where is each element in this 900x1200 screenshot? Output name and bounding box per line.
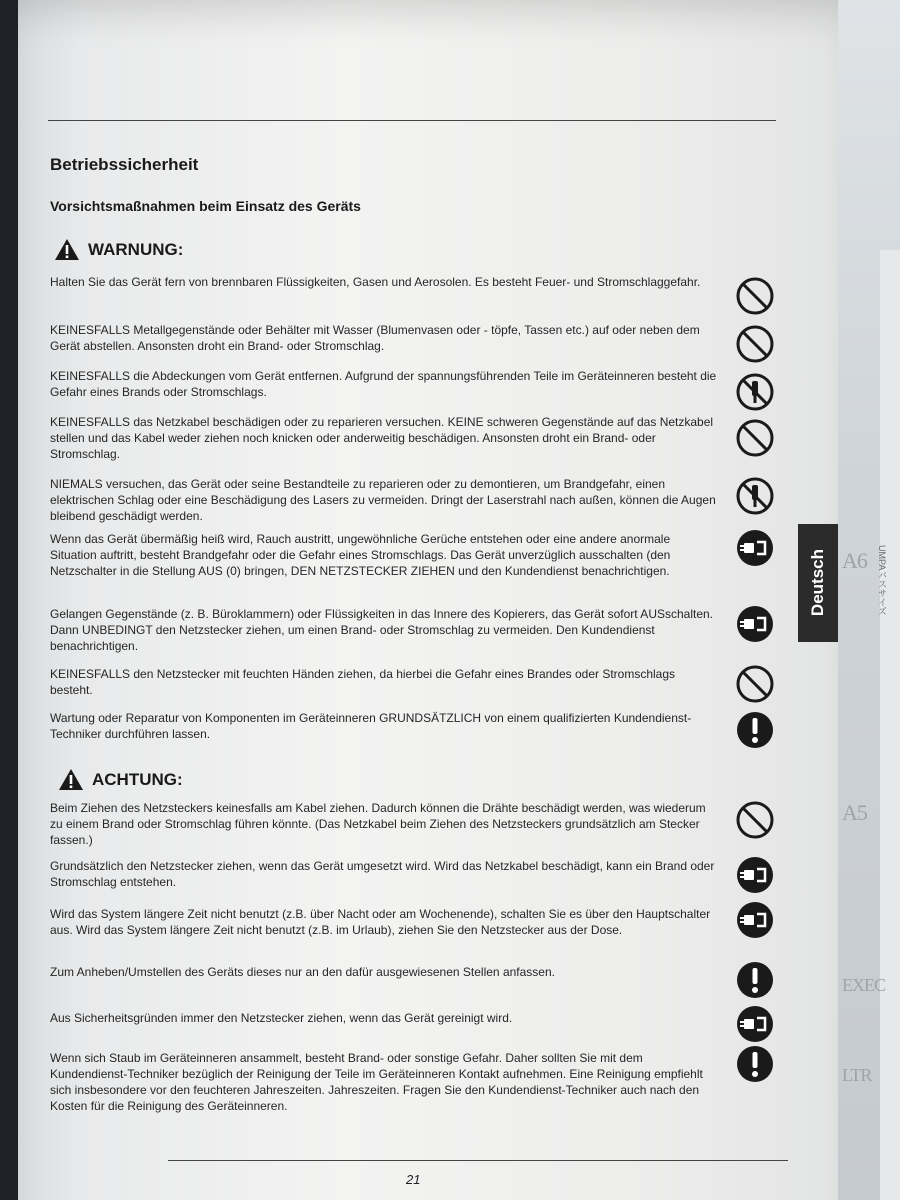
page-number: 21 [406,1172,421,1187]
caution-triangle-icon [58,768,84,791]
paper-size-mark: A5 [842,800,867,825]
no-disassembly-icon [735,372,775,412]
prohibition-icon [735,418,775,458]
warning-paragraph: KEINESFALLS die Abdeckungen vom Gerät entfernen. Aufgrund der spannungsführenden Teile im Geräteinneren besteht die Gefahr eines Brands oder Stromschlags. [50,369,717,399]
unplug-icon [735,1004,775,1044]
prohibition-icon [735,324,775,364]
caution-paragraph: Beim Ziehen des Netzsteckers keinesfalls am Kabel ziehen. Dadurch können die Drähte beschädigt werden, was wiederum zu einem Brand oder Stromschlag führen könnte. (Das Netzkabel beim Ziehen des Netzsteckers grundsätzlich am Stecker fassen.) [50,801,706,847]
warning-paragraph: KEINESFALLS das Netzkabel beschädigen oder zu reparieren versuchen. KEINE schweren Gegenstände auf das Netzkabel stellen und das Kabel weder ziehen noch knicken oder anderweitig beschädigen. Ansonsten droht ein Brand- oder Stromschlag. [50,415,714,461]
warning-paragraph: Halten Sie das Gerät fern von brennbaren Flüssigkeiten, Gasen und Aerosolen. Es besteht Feuer- und Stromschlaggefahr. [50,275,701,289]
no-disassembly-icon [735,476,775,516]
caution-paragraph: Aus Sicherheitsgründen immer den Netzstecker ziehen, wenn das Gerät gereinigt wird. [50,1011,513,1025]
paper-size-mark: LTR [842,1065,872,1085]
language-tab-label: Deutsch [808,549,827,617]
unplug-icon [735,855,775,895]
top-rule [48,120,776,121]
language-tab [798,524,838,642]
warning-paragraph: KEINESFALLS Metallgegenstände oder Behälter mit Wasser (Blumenvasen oder - töpfe, Tassen etc.) auf oder neben dem Gerät abstellen. Ansonsten droht ein Brand- oder Stromschlag. [50,323,700,353]
side-note: UMPAバスサイズ [877,545,887,616]
caution-paragraph: Zum Anheben/Umstellen des Geräts dieses nur an den dafür ausgewiesenen Stellen anfassen. [50,965,555,979]
warning-paragraph: KEINESFALLS den Netzstecker mit feuchten Händen ziehen, da hierbei die Gefahr eines Brandes oder Stromschlags besteht. [50,667,676,697]
caution-heading-label: ACHTUNG: [92,769,183,789]
warning-paragraph: NIEMALS versuchen, das Gerät oder seine Bestandteile zu reparieren oder zu demontieren, um Brandgefahr, einen elektrischen Schlag oder eine Beschädigung des Lasers zu vermeiden. Dringt der Laserstrahl nach außen, können die Augen bleibend geschädigt werden. [50,477,716,523]
caution-heading [58,768,183,791]
caution-paragraph: Wenn sich Staub im Geräteinneren ansammelt, besteht Brand- oder sonstige Gefahr. Daher sollten Sie mit dem Kundendienst-Techniker bezüglich der Reinigung der Teile im Geräteinneren Kontakt aufnehmen. Eine Reinigung empfiehlt sich insbesondere vor den feuchteren Jahreszeiten. Jahreszeiten. Fragen Sie den Kundendienst-Techniker auch nach den Kosten für die Reinigung des Geräteinneren. [50,1051,703,1113]
warning-heading-label: WARNUNG: [88,239,184,259]
unplug-icon [735,528,775,568]
page-subtitle: Vorsichtsmaßnahmen beim Einsatz des Geräts [50,198,361,214]
prohibition-icon [735,800,775,840]
prohibition-icon [735,276,775,316]
document-page [18,0,838,1200]
unplug-icon [735,900,775,940]
warning-paragraph: Wartung oder Reparatur von Komponenten im Geräteinneren GRUNDSÄTZLICH von einem qualifizierten Kundendienst-Techniker durchführen lassen. [50,711,692,741]
paper-size-mark: A6 [842,548,867,573]
paper-size-mark: EXEC [842,975,885,995]
prohibition-icon [735,664,775,704]
warning-triangle-icon [54,238,80,261]
warning-paragraph: Gelangen Gegenstände (z. B. Büroklammern) oder Flüssigkeiten in das Innere des Kopierers, das Gerät sofort AUSschalten. Dann UNBEDINGT den Netzstecker ziehen, um einen Brand- oder Stromschlag zu vermeiden. Den Kundendienst benachrichtigen. [50,607,714,653]
caution-paragraph: Wird das System längere Zeit nicht benutzt (z.B. über Nacht oder am Wochenende), schalten Sie es über den Hauptschalter aus. Wird das System längere Zeit nicht benutzt (z.B. im Urlaub), ziehen Sie den Netzstecker aus der Dose. [50,907,711,937]
mandatory-action-icon [735,710,775,750]
warning-heading [54,238,183,261]
warning-paragraph: Wenn das Gerät übermäßig heiß wird, Rauch austritt, ungewöhnliche Gerüche entstehen oder eine andere anormale Situation auftritt, besteht Brandgefahr oder die Gefahr eines Stromschlags. Das Gerät unverzüglich ausschalten (den Netzschalter in die Stellung AUS (0) bringen, DEN NETZSTECKER ZIEHEN und den Kundendienst benachrichtigen. [50,532,671,578]
page-title: Betriebssicherheit [50,155,199,174]
unplug-icon [735,604,775,644]
caution-paragraph: Grundsätzlich den Netzstecker ziehen, wenn das Gerät umgesetzt wird. Wird das Netzkabel beschädigt, kann ein Brand oder Stromschlag entstehen. [50,859,715,889]
mandatory-action-icon [735,960,775,1000]
mandatory-action-icon [735,1044,775,1084]
bottom-rule [168,1160,788,1161]
